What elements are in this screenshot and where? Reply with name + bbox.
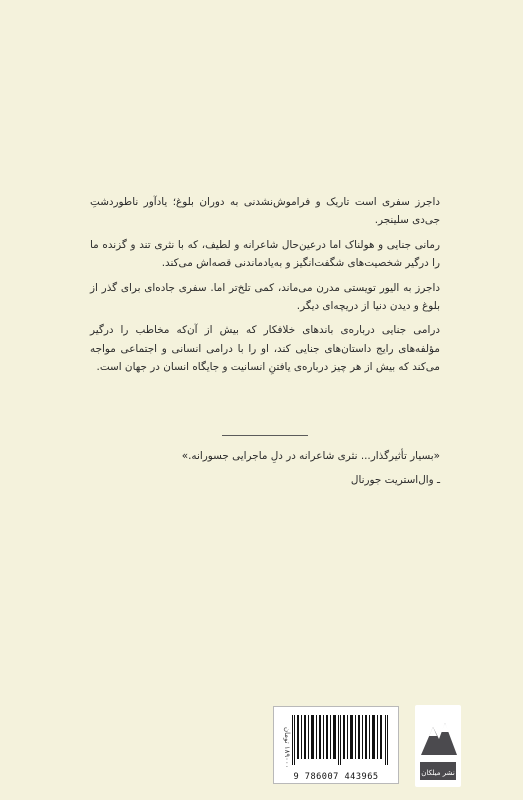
publisher-logo [415,705,461,787]
barcode-digits: 9 786007 443965 [293,772,379,782]
blurb-paragraph-3: داجرز به الیور تویستی مدرن می‌ماند، کمی تلخ‌تر اما. سفری جاده‌ای برای گذر از بلوغ و دیدن دنیا از دریچه‌ای دیگر. [90,281,440,313]
price: ۱۸۹۰۰۰ تومان [283,726,291,768]
blurb-block [90,193,440,383]
blurb-paragraph-1: داجرز سفری است تاریک و فراموش‌نشدنی به دوران بلوغ؛ یادآور ناطوردشتِ جی‌دی سلینجر. [90,196,440,227]
barcode [273,706,399,784]
review-quote-source: ـ وال‌استریت جورنال [350,474,440,486]
separator-rule [222,435,308,436]
publisher-name: نشر میلکان [421,769,455,777]
review-quote-text: «بسیار تأثیرگذار... نثری شاعرانه در دلِ ماجرایی جسورانه.» [181,450,440,462]
blurb-paragraph-2: رمانی جنایی و هولناک اما درعین‌حال شاعرانه و لطیف، که با نثری تند و گزنده ما را درگیر شخصیت‌های شگفت‌انگیز و به‌یادماندنی قصه‌اش می‌کند. [90,238,440,270]
review-quote [90,444,440,492]
blurb-paragraph-4: درامی جنایی درباره‌ی باندهای خلافکار که بیش از آن‌که مخاطب را درگیر مؤلفه‌های رایج داستان‌های جنایی کند، او را با درامی انسانی و اجتماعی مواجه می‌کند که بیش از هر چیز درباره‌ی یافتنِ انسانیت و جایگاه انسان در جهان است. [90,324,440,374]
mountain-logo-icon [415,705,461,787]
barcode-bars-icon [292,715,390,765]
